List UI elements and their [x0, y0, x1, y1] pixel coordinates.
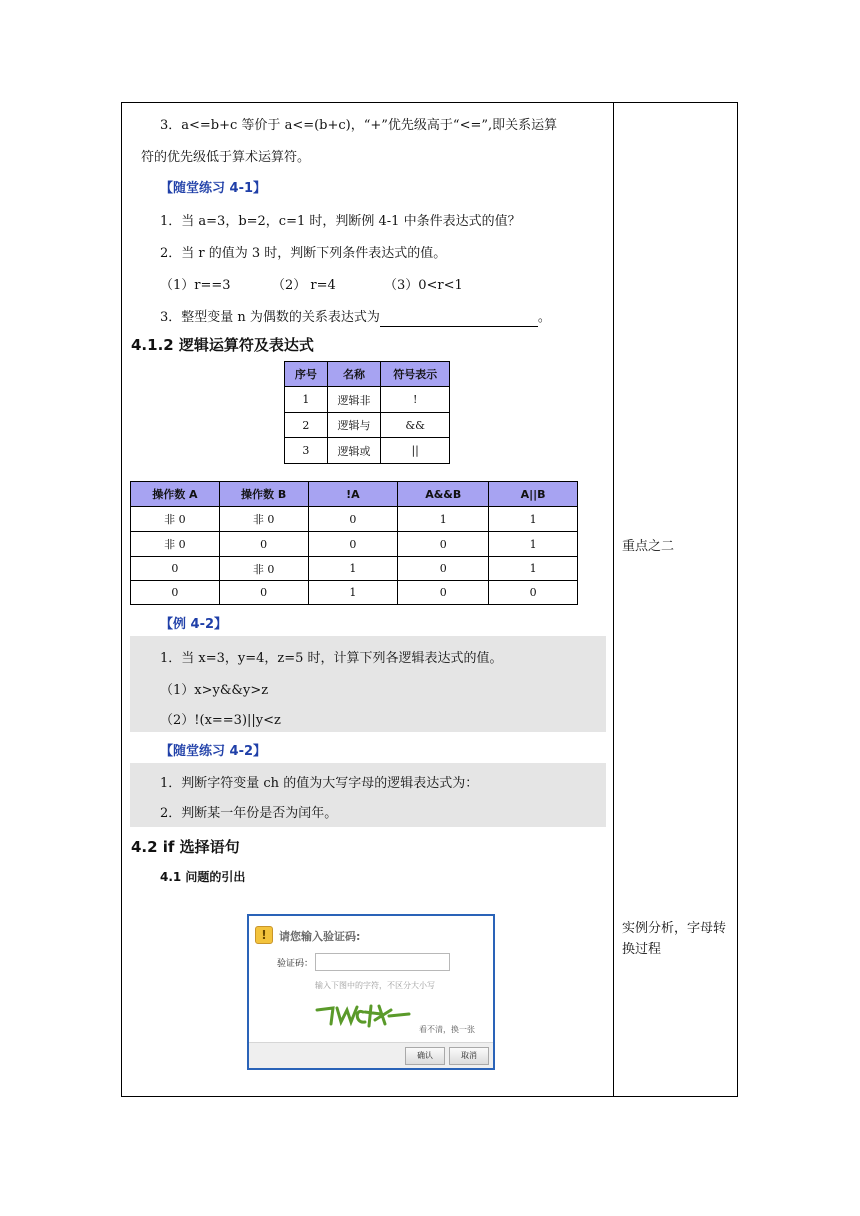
practice1-q3-end: 。	[537, 310, 551, 325]
table-cell: 1	[308, 557, 398, 581]
captcha-hint: 输入下图中的字符，不区分大小写	[315, 981, 435, 990]
subsection-4-1-heading: 4.1 问题的引出	[160, 870, 246, 884]
captcha-dialog	[247, 914, 495, 1070]
table-cell: 2	[285, 413, 328, 438]
practice1-opt2: （2） r=4	[272, 278, 336, 293]
section-4-1-2-heading: 4.1.2 逻辑运算符及表达式	[131, 336, 314, 354]
practice1-q3	[160, 309, 551, 327]
cancel-button[interactable]: 取消	[449, 1047, 489, 1065]
practice2-line2: 2．判断某一年份是否为闰年。	[160, 806, 338, 821]
answer-blank	[380, 314, 538, 327]
practice2-line1: 1．判断字符变量 ch 的值为大写字母的逻辑表达式为：	[160, 776, 479, 791]
table-cell: &&	[381, 413, 450, 438]
table-cell: 1	[489, 507, 578, 532]
truth-header-cell: !A	[308, 482, 398, 507]
table-cell: !	[381, 387, 450, 413]
table-cell: 非 0	[131, 532, 220, 557]
truth-header-cell: A||B	[489, 482, 578, 507]
table-cell: 0	[308, 507, 398, 532]
table-row	[131, 532, 578, 557]
refresh-captcha-link[interactable]: 看不清，换一张	[419, 1025, 475, 1034]
table-cell: 逻辑非	[327, 387, 381, 413]
dialog-title: 请您输入验证码:	[279, 930, 361, 943]
practice2-title: 【随堂练习 4-2】	[160, 744, 267, 759]
side-note-key-point: 重点之二	[622, 539, 675, 554]
example42-line3: （2）!(x==3)||y<z	[160, 713, 281, 728]
truth-header-cell: 操作数 B	[219, 482, 308, 507]
practice1-opt1: （1）r==3	[160, 278, 231, 293]
side-note-example-analysis: 实例分析，字母转换过程	[622, 921, 727, 957]
table-cell: 逻辑与	[327, 413, 381, 438]
table-row	[131, 581, 578, 605]
table-cell: 0	[398, 557, 489, 581]
table-cell: 非 0	[219, 507, 308, 532]
table-row	[285, 438, 450, 464]
table-cell: 0	[219, 532, 308, 557]
table-cell: 1	[489, 557, 578, 581]
table-cell: 0	[131, 581, 220, 605]
confirm-button[interactable]: 确认	[405, 1047, 445, 1065]
captcha-label: 验证码：	[277, 959, 314, 969]
table-cell: 0	[131, 557, 220, 581]
table-row	[131, 507, 578, 532]
practice1-q1: 1．当 a=3，b=2，c=1 时，判断例 4-1 中条件表达式的值？	[160, 214, 521, 229]
operator-header-cell: 符号表示	[381, 362, 450, 387]
table-cell: 1	[489, 532, 578, 557]
column-divider	[613, 102, 614, 1097]
table-row	[285, 413, 450, 438]
table-cell: 3	[285, 438, 328, 464]
practice1-q2: 2．当 r 的值为 3 时，判断下列条件表达式的值。	[160, 246, 447, 261]
truth-header-cell: A&&B	[398, 482, 489, 507]
operator-header-cell: 名称	[327, 362, 381, 387]
practice1-q3-text: 3．整型变量 n 为偶数的关系表达式为	[160, 310, 380, 325]
table-cell: 1	[398, 507, 489, 532]
table-cell: 0	[489, 581, 578, 605]
table-cell: 1	[308, 581, 398, 605]
warning-icon: !	[255, 926, 273, 944]
table-cell: ||	[381, 438, 450, 464]
table-row	[131, 557, 578, 581]
practice1-opt3: （3）0<r<1	[384, 278, 463, 293]
table-cell: 0	[219, 581, 308, 605]
table-cell: 1	[285, 387, 328, 413]
para3-line1: 3．a<=b+c 等价于 a<=(b+c)，“+”优先级高于“<=”,即关系运算	[160, 118, 558, 133]
captcha-image	[315, 998, 411, 1032]
example42-line2: （1）x>y&&y>z	[160, 683, 269, 698]
truth-table	[130, 481, 578, 605]
table-row	[285, 387, 450, 413]
truth-table-header	[131, 482, 578, 507]
operator-table	[284, 361, 450, 464]
para3-line2: 符的优先级低于算术运算符。	[141, 150, 311, 165]
section-4-2-heading: 4.2 if 选择语句	[131, 838, 240, 856]
dialog-footer	[249, 1042, 493, 1068]
table-cell: 0	[398, 532, 489, 557]
practice1-title: 【随堂练习 4-1】	[160, 181, 267, 196]
table-cell: 逻辑或	[327, 438, 381, 464]
operator-table-header	[285, 362, 450, 387]
table-cell: 非 0	[131, 507, 220, 532]
truth-header-cell: 操作数 A	[131, 482, 220, 507]
table-cell: 非 0	[219, 557, 308, 581]
table-cell: 0	[398, 581, 489, 605]
captcha-input[interactable]	[315, 953, 450, 971]
example42-title: 【例 4-2】	[160, 617, 228, 632]
operator-header-cell: 序号	[285, 362, 328, 387]
example42-line1: 1．当 x=3，y=4，z=5 时，计算下列各逻辑表达式的值。	[160, 651, 503, 666]
table-cell: 0	[308, 532, 398, 557]
